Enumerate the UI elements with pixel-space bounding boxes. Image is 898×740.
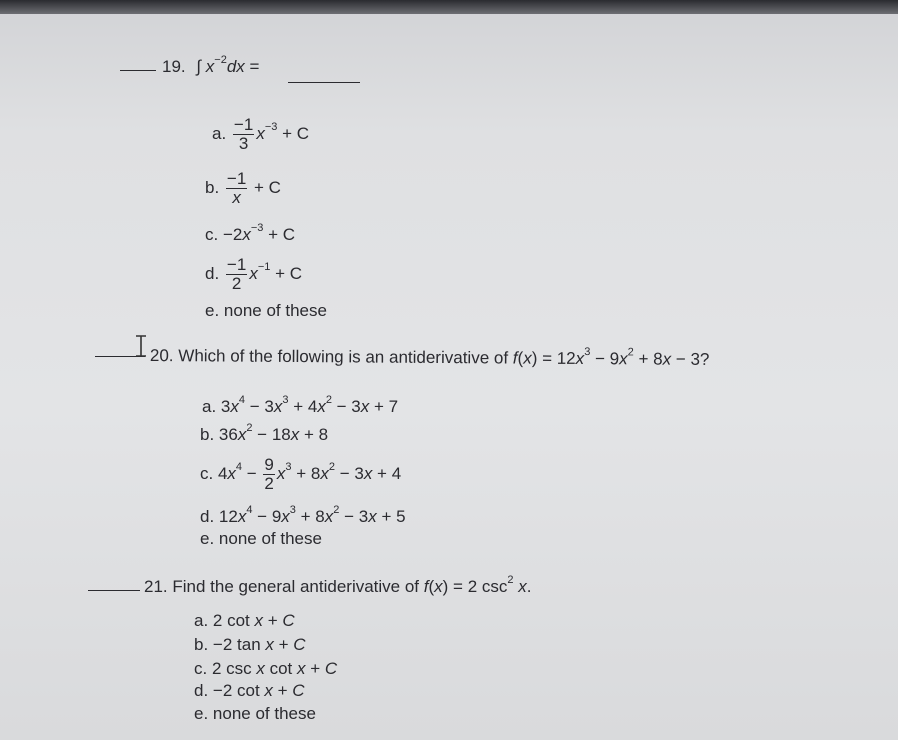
choice-19b[interactable]: b. $\frac{-1}{x}$ + C xyxy=(205,169,281,207)
choice-letter: a. xyxy=(202,397,217,416)
choice-letter: b. xyxy=(194,635,209,654)
integral-expression: ∫ $x^{-2}dx$ = xyxy=(196,54,260,76)
choice-19e[interactable] xyxy=(205,302,327,319)
answer-blank-21[interactable] xyxy=(88,590,140,591)
choice-letter: c. xyxy=(200,463,214,483)
question-number-21: 21. xyxy=(144,577,168,596)
choice-19a[interactable]: a. $\frac{-1}{3}$ $x^{-3} + C$ xyxy=(212,115,310,153)
choice-letter: d. xyxy=(200,507,215,526)
question-21-text: Find the general antiderivative of f(x) = 2 $\csc^2 x$. xyxy=(172,574,532,596)
photo-top-edge xyxy=(0,0,898,14)
question-number-19: 19. xyxy=(162,57,186,76)
choice-21e[interactable] xyxy=(194,705,316,722)
answer-blank-19b[interactable] xyxy=(288,82,360,83)
choice-letter: e. xyxy=(200,529,215,548)
fraction: $\frac{-1}{2}$ xyxy=(226,255,247,293)
choice-19c[interactable]: c. $-2x^{-3} + C$ xyxy=(205,222,296,244)
question-19 xyxy=(162,54,260,76)
choice-19d[interactable]: d. $\frac{-1}{2}$ $x^{-1} + C$ xyxy=(205,255,303,293)
text-cursor-icon xyxy=(134,334,148,358)
choice-letter: a. xyxy=(194,611,209,630)
choice-text: none of these xyxy=(218,529,322,548)
answer-blank-19[interactable] xyxy=(120,70,156,71)
choice-20b[interactable]: b. $36x^2 - 18x + 8$ xyxy=(200,422,329,444)
fraction: $\frac{-1}{3}$ xyxy=(233,115,254,153)
choice-text: none of these xyxy=(223,301,327,320)
choice-letter: c. xyxy=(205,225,219,244)
choice-21c[interactable]: c. 2 csc x cot x + C xyxy=(194,659,338,678)
choice-20a[interactable]: a. $3x^4 - 3x^3 + 4x^2 - 3x + 7$ xyxy=(202,394,399,416)
question-20-text: Which of the following is an antiderivative of $f(x) = 12x^3 - 9x^2 + 8x - 3$? xyxy=(178,346,710,369)
question-20 xyxy=(150,347,710,368)
choice-letter: c. xyxy=(194,659,208,678)
fraction: $\frac{9}{2}$ xyxy=(264,455,274,493)
choice-letter: d. xyxy=(194,681,209,700)
question-number-20: 20. xyxy=(149,346,174,366)
choice-20d[interactable]: d. $12x^4 - 9x^3 + 8x^2 - 3x + 5$ xyxy=(200,504,406,526)
choice-letter: a. xyxy=(212,123,227,143)
choice-letter: d. xyxy=(205,263,220,283)
choice-letter: b. xyxy=(200,425,215,444)
question-21 xyxy=(144,574,532,596)
choice-21d[interactable]: d. −2 cot x + C xyxy=(194,681,305,700)
choice-20c[interactable]: c. $4x^4$ − $\frac{9}{2}$ $x^3 + 8x^2 - 3x + 4$ xyxy=(200,455,402,493)
choice-20e[interactable] xyxy=(200,530,322,547)
choice-21a[interactable]: a. 2 cot x + C xyxy=(194,611,295,630)
fraction: $\frac{-1}{x}$ xyxy=(226,169,247,207)
choice-letter: b. xyxy=(205,177,220,197)
choice-text: none of these xyxy=(212,704,316,723)
choice-letter: e. xyxy=(205,301,220,320)
choice-21b[interactable]: b. −2 tan x + C xyxy=(194,635,306,654)
choice-letter: e. xyxy=(194,704,209,723)
